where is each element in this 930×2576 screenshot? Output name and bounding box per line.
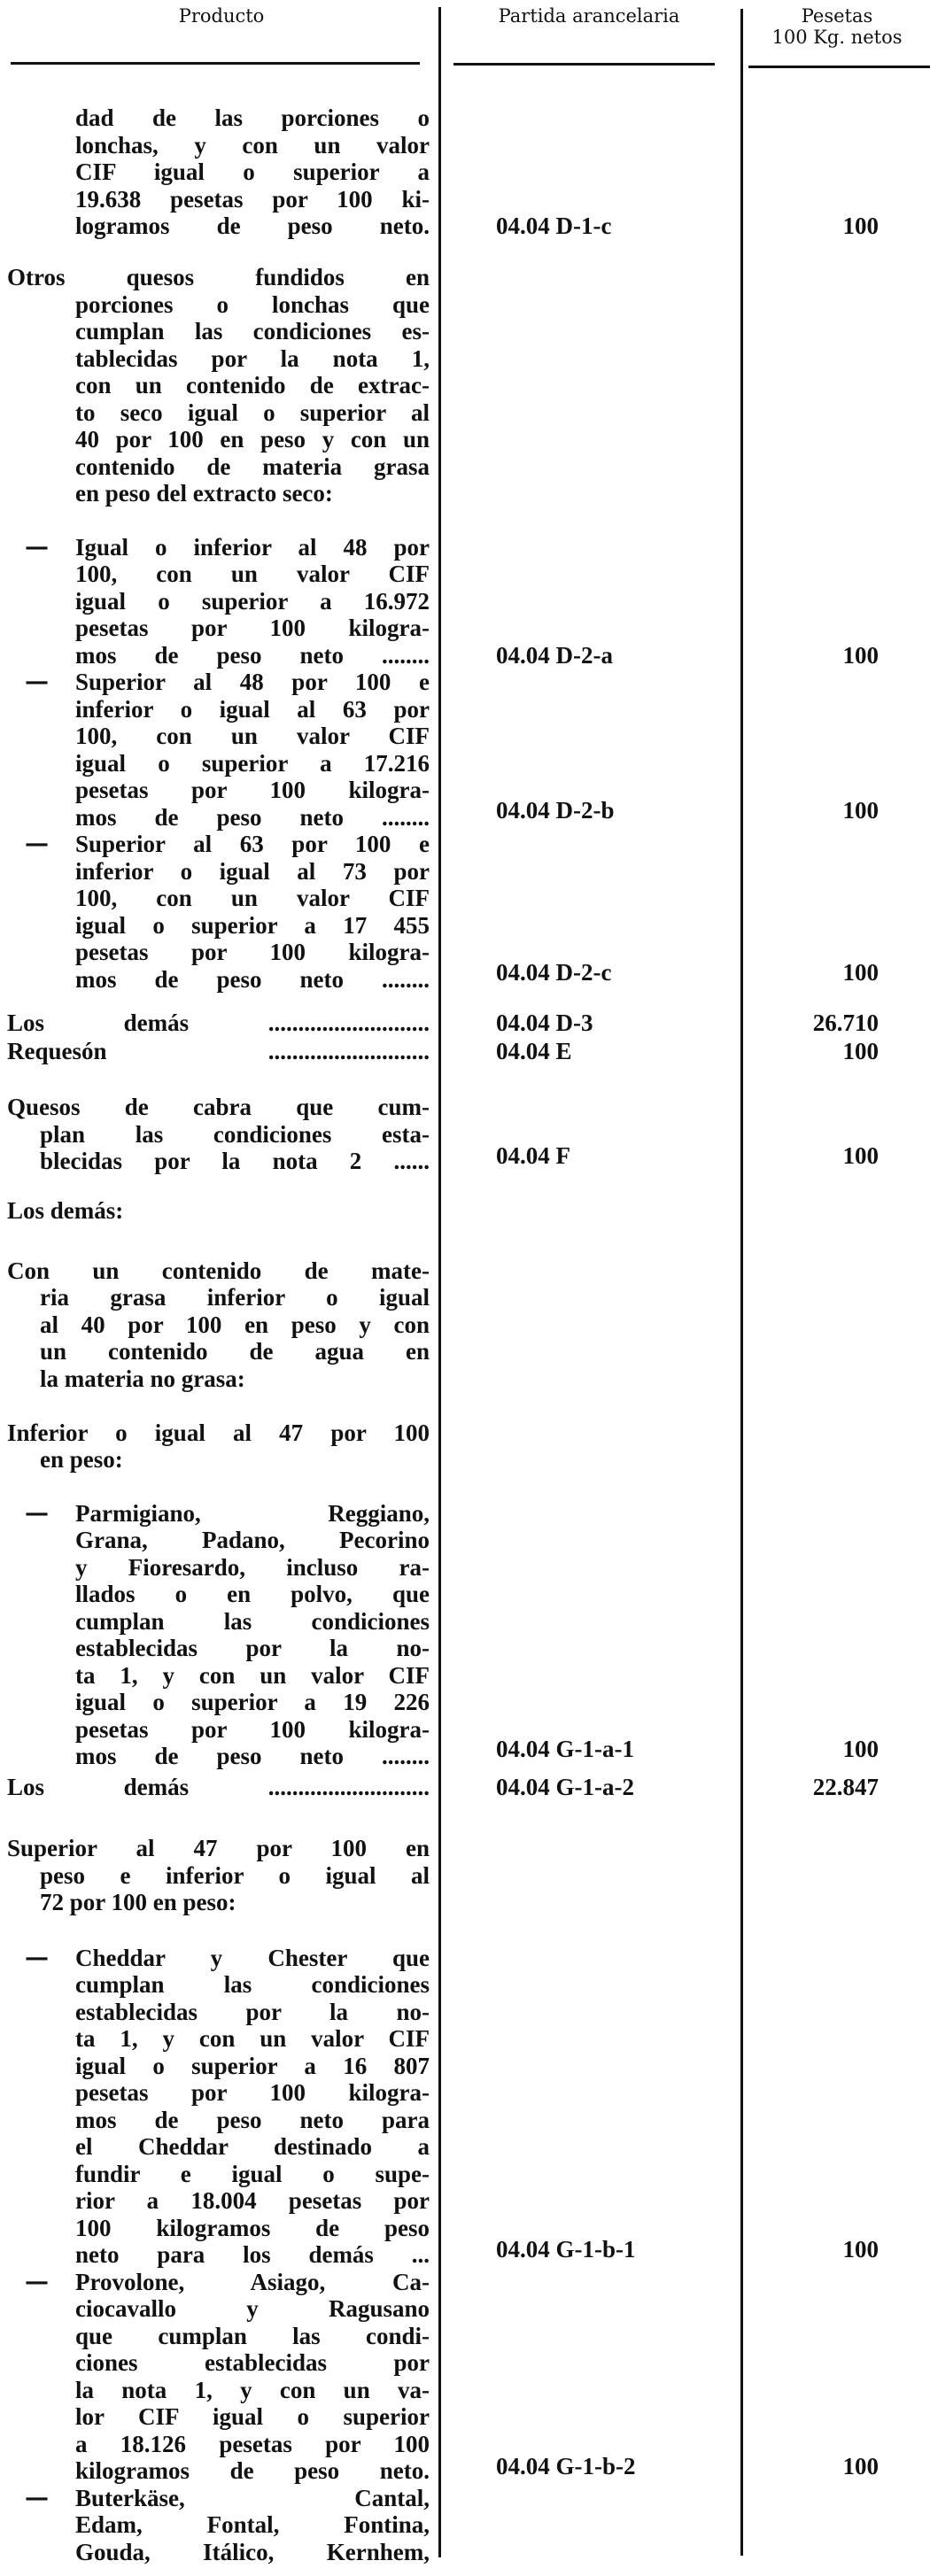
product-description-line: igual o superior a 16.972 bbox=[75, 588, 430, 615]
list-dash-icon: — bbox=[25, 2268, 49, 2295]
product-description-line: 19.638 pesetas por 100 ki- bbox=[75, 186, 430, 213]
list-dash-icon: — bbox=[25, 1499, 49, 1527]
product-description-line: Grana, Padano, Pecorino bbox=[75, 1527, 430, 1553]
pesetas-value: 100 bbox=[842, 797, 879, 824]
header-rule-producto bbox=[11, 62, 420, 65]
product-description-line: 100, con un valor CIF bbox=[75, 885, 430, 911]
header-rule-partida bbox=[453, 63, 715, 66]
product-description-line: igual o superior a 17.216 bbox=[75, 750, 430, 777]
pesetas-value: 100 bbox=[842, 213, 879, 239]
header-rule-pesetas bbox=[748, 66, 930, 68]
product-description-line: 100, con un valor CIF bbox=[75, 561, 430, 587]
product-description-line: establecidas por la no- bbox=[75, 1635, 430, 1661]
product-description-line: to seco igual o superior al bbox=[75, 399, 430, 426]
list-dash-icon: — bbox=[25, 2484, 49, 2511]
product-description-line: mos de peso neto ........ bbox=[75, 1743, 430, 1769]
tariff-code: 04.04 G-1-a-2 bbox=[496, 1774, 634, 1800]
product-description-line: Los demás ........................... bbox=[7, 1010, 430, 1036]
product-description-line: 72 por 100 en peso: bbox=[40, 1889, 236, 1915]
product-description-line: CIF igual o superior a bbox=[75, 159, 430, 185]
product-description-line: en peso: bbox=[40, 1446, 123, 1473]
product-description-line: igual o superior a 16 807 bbox=[75, 2053, 430, 2079]
tariff-code: 04.04 D-1-c bbox=[496, 213, 612, 239]
product-description-line: contenido de materia grasa bbox=[75, 453, 430, 480]
pesetas-value: 100 bbox=[842, 1736, 879, 1762]
product-description-line: pesetas por 100 kilogra- bbox=[75, 2079, 430, 2106]
product-description-line: mos de peso neto ........ bbox=[75, 966, 430, 993]
product-description-line: Edam, Fontal, Fontina, bbox=[75, 2511, 430, 2538]
product-description-line: lor CIF igual o superior bbox=[75, 2403, 430, 2430]
tariff-code: 04.04 E bbox=[496, 1038, 572, 1064]
product-description-line: inferior o igual al 73 por bbox=[75, 858, 430, 885]
product-description-line: mos de peso neto ........ bbox=[75, 642, 430, 669]
product-description-line: peso e inferior o igual al bbox=[40, 1862, 430, 1889]
product-description-line: ciocavallo y Ragusano bbox=[75, 2295, 430, 2322]
product-description-line: Gouda, Itálico, Kernhem, bbox=[75, 2539, 430, 2565]
product-description-line: lonchas, y con un valor bbox=[75, 132, 430, 159]
product-description-line: kilogramos de peso neto. bbox=[75, 2457, 430, 2484]
product-description-line: cumplan las condiciones es- bbox=[75, 318, 430, 344]
product-description-line: que cumplan las condi- bbox=[75, 2323, 430, 2349]
product-description-line: pesetas por 100 kilogra- bbox=[75, 777, 430, 803]
tariff-code: 04.04 D-2-a bbox=[496, 642, 613, 669]
product-description-line: Inferior o igual al 47 por 100 bbox=[7, 1420, 430, 1446]
product-description-line: logramos de peso neto. bbox=[75, 213, 430, 239]
product-description-line: al 40 por 100 en peso y con bbox=[40, 1311, 430, 1338]
product-description-line: en peso del extracto seco: bbox=[75, 480, 333, 507]
product-description-line: Cheddar y Chester que bbox=[75, 1945, 430, 1971]
header-partida-arancelaria: Partida arancelaria bbox=[498, 5, 680, 27]
product-description-line: pesetas por 100 kilogra- bbox=[75, 939, 430, 965]
product-description-line: ta 1, y con un valor CIF bbox=[75, 1662, 430, 1689]
tariff-code: 04.04 D-3 bbox=[496, 1010, 593, 1036]
list-dash-icon: — bbox=[25, 533, 49, 561]
product-description-line: Los demás ........................... bbox=[7, 1774, 430, 1800]
product-description-line: 100 kilogramos de peso bbox=[75, 2215, 430, 2241]
product-description-line: a 18.126 pesetas por 100 bbox=[75, 2431, 430, 2457]
header-pesetas-unit: 100 Kg. netos bbox=[771, 27, 903, 48]
product-description-line: dad de las porciones o bbox=[75, 104, 430, 131]
tariff-code: 04.04 F bbox=[496, 1142, 570, 1169]
product-description-line: blecidas por la nota 2 ...... bbox=[40, 1148, 430, 1174]
product-description-line: Buterkäse, Cantal, bbox=[75, 2485, 430, 2511]
product-description-line: con un contenido de extrac- bbox=[75, 372, 430, 398]
pesetas-value: 100 bbox=[842, 642, 879, 669]
product-description-line: un contenido de agua en bbox=[40, 1338, 430, 1365]
product-description-line: Parmigiano, Reggiano, bbox=[75, 1500, 430, 1527]
product-description-line: ria grasa inferior o igual bbox=[40, 1284, 430, 1311]
product-description-line: tablecidas por la nota 1, bbox=[75, 345, 430, 372]
column-divider-2 bbox=[740, 9, 743, 2556]
product-description-line: inferior o igual al 63 por bbox=[75, 696, 430, 723]
product-description-line: 40 por 100 en peso y con un bbox=[75, 426, 430, 453]
pesetas-value: 26.710 bbox=[812, 1010, 879, 1036]
product-description-line: y Fioresardo, incluso ra- bbox=[75, 1554, 430, 1581]
product-description-line: el Cheddar destinado a bbox=[75, 2133, 430, 2160]
product-description-line: pesetas por 100 kilogra- bbox=[75, 1716, 430, 1743]
product-description-line: ta 1, y con un valor CIF bbox=[75, 2025, 430, 2052]
product-description-line: neto para los demás ... bbox=[75, 2241, 430, 2268]
product-description-line: mos de peso neto ........ bbox=[75, 804, 430, 831]
product-description-line: Superior al 48 por 100 e bbox=[75, 669, 430, 695]
column-divider-1 bbox=[438, 7, 441, 2557]
product-description-line: ciones establecidas por bbox=[75, 2349, 430, 2376]
product-description-line: la nota 1, y con un va- bbox=[75, 2377, 430, 2403]
tariff-code: 04.04 D-2-b bbox=[496, 797, 615, 824]
product-description-line: Superior al 63 por 100 e bbox=[75, 831, 430, 857]
tariff-code: 04.04 G-1-b-1 bbox=[496, 2236, 636, 2263]
tariff-code: 04.04 D-2-c bbox=[496, 959, 612, 986]
pesetas-value: 22.847 bbox=[812, 1774, 879, 1800]
pesetas-value: 100 bbox=[842, 959, 879, 986]
product-description-line: establecidas por la no- bbox=[75, 1999, 430, 2025]
product-description-line: porciones o lonchas que bbox=[75, 291, 430, 318]
product-description-line: 100, con un valor CIF bbox=[75, 723, 430, 749]
product-description-line: Requesón ........................... bbox=[7, 1038, 430, 1064]
product-description-line: Con un contenido de mate- bbox=[7, 1257, 430, 1284]
product-description-line: igual o superior a 19 226 bbox=[75, 1689, 430, 1715]
product-description-line: Provolone, Asiago, Ca- bbox=[75, 2269, 430, 2295]
header-pesetas: Pesetas bbox=[801, 5, 873, 27]
product-description-line: rior a 18.004 pesetas por bbox=[75, 2187, 430, 2214]
list-dash-icon: — bbox=[25, 1944, 49, 1971]
product-description-line: Los demás: bbox=[7, 1197, 124, 1224]
product-description-line: cumplan las condiciones bbox=[75, 1971, 430, 1998]
pesetas-value: 100 bbox=[842, 1142, 879, 1169]
list-dash-icon: — bbox=[25, 830, 49, 857]
product-description-line: Superior al 47 por 100 en bbox=[7, 1835, 430, 1861]
list-dash-icon: — bbox=[25, 668, 49, 695]
header-producto: Producto bbox=[178, 5, 265, 27]
pesetas-value: 100 bbox=[842, 2236, 879, 2263]
product-description-line: fundir e igual o supe- bbox=[75, 2161, 430, 2187]
product-description-line: cumplan las condiciones bbox=[75, 1608, 430, 1635]
product-description-line: igual o superior a 17 455 bbox=[75, 912, 430, 939]
product-description-line: Quesos de cabra que cum- bbox=[7, 1094, 430, 1120]
product-description-line: mos de peso neto para bbox=[75, 2107, 430, 2133]
pesetas-value: 100 bbox=[842, 2453, 879, 2479]
product-description-line: Otros quesos fundidos en bbox=[7, 264, 430, 290]
tariff-code: 04.04 G-1-b-2 bbox=[496, 2453, 636, 2479]
product-description-line: plan las condiciones esta- bbox=[40, 1121, 430, 1148]
tariff-code: 04.04 G-1-a-1 bbox=[496, 1736, 634, 1762]
product-description-line: pesetas por 100 kilogra- bbox=[75, 615, 430, 641]
pesetas-value: 100 bbox=[842, 1038, 879, 1064]
product-description-line: Igual o inferior al 48 por bbox=[75, 534, 430, 561]
product-description-line: la materia no grasa: bbox=[40, 1365, 245, 1392]
product-description-line: llados o en polvo, que bbox=[75, 1581, 430, 1607]
